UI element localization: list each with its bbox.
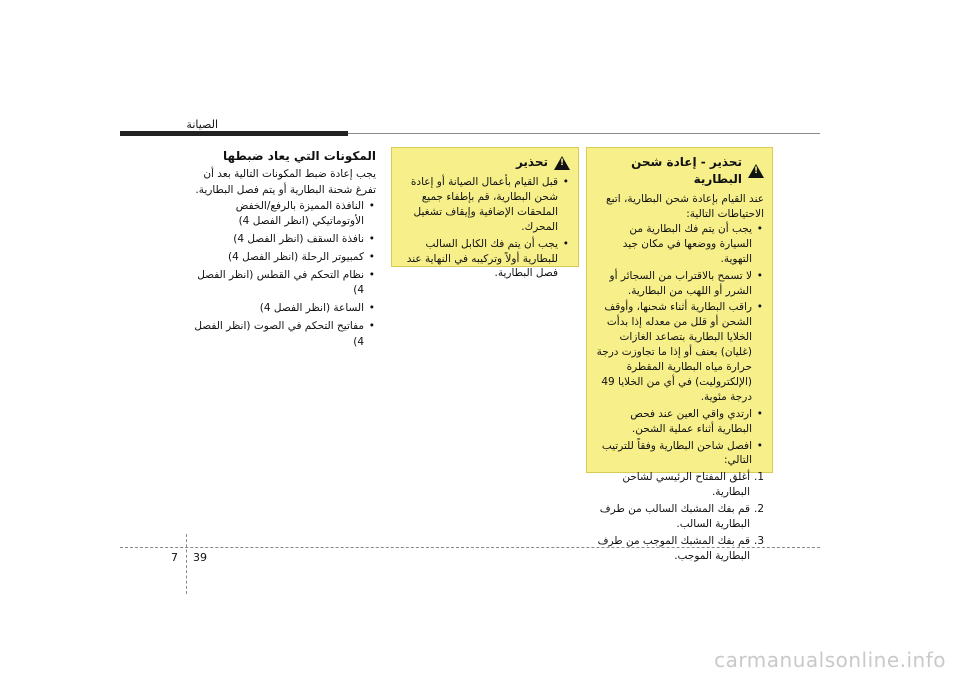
warning-list	[595, 222, 764, 469]
warning-title: ! تحذير	[400, 154, 570, 171]
list-item: • افصل شاحن البطارية وفقاً للترتيب التالي:	[595, 439, 752, 469]
section-title: المكونات التي يعاد ضبطها	[223, 149, 376, 163]
warning-triangle-icon: !	[554, 156, 570, 170]
warning-intro: عند القيام بإعادة شحن البطارية، اتبع الاحتياطات التالية:	[606, 193, 764, 220]
list-item: • نظام التحكم في القطس (انظر الفصل 4)	[184, 268, 364, 300]
list-item: • قبل القيام بأعمال الصيانة أو إعادة شحن البطارية، قم بإطفاء جميع الملحقات الإضافية وإيقاف تشغيل المحرك.	[400, 175, 558, 235]
page-number: 39	[193, 551, 207, 564]
footer-divider	[186, 534, 187, 594]
steps-list	[595, 470, 764, 563]
component-list	[184, 199, 376, 351]
warning-box-disconnect	[391, 147, 579, 280]
reset-components-section	[184, 147, 376, 352]
list-item: • يجب أن يتم فك البطارية من السيارة ووضعها في مكان جيد التهوية.	[595, 222, 752, 267]
footer-rule	[120, 547, 820, 548]
list-item: • ارتدي واقي العين عند فحص البطارية أثناء عملية الشحن.	[595, 407, 752, 437]
step-item: 3. قم بفك المشبك الموجب من طرف البطارية الموجب.	[597, 535, 764, 562]
warning-triangle-icon: !	[748, 164, 764, 178]
list-item: • يجب أن يتم فك الكابل السالب للبطارية أولاً وتركيبه في النهاية عند فصل البطارية.	[400, 237, 558, 282]
list-item: • نافذة السقف (انظر الفصل 4)	[184, 232, 364, 248]
section-intro: يجب إعادة ضبط المكونات التالية بعد أن تفرغ شحنة البطارية أو يتم فصل البطارية.	[195, 168, 376, 196]
step-item: 1. أغلق المفتاح الرئيسي لشاحن البطارية.	[622, 471, 764, 499]
warning-title: ! تحذير - إعادة شحن البطارية	[595, 154, 764, 188]
list-item: • لا تسمح بالاقتراب من السجائر أو الشرر أو اللهب من البطارية.	[595, 269, 752, 299]
warning-box-battery-charging	[586, 147, 773, 562]
chapter-number: 7	[171, 551, 178, 564]
header-rule-bold	[120, 131, 348, 136]
list-item: • النافذة المميزة بالرفع/الخفض الأوتوماتيكي (انظر الفصل 4)	[184, 199, 364, 231]
list-item: • كمبيوتر الرحلة (انظر الفصل 4)	[184, 250, 364, 266]
list-item: • مفاتيح التحكم في الصوت (انظر الفصل 4)	[184, 319, 364, 351]
warning-list	[400, 175, 570, 281]
list-item: • الساعة (انظر الفصل 4)	[184, 301, 364, 317]
list-item: • راقب البطارية أثناء شحنها، وأوقف الشحن أو قلل من معدله إذا بدأت الخلايا البطارية بتصاعد الغازات (غليان) بعنف أو إذا ما تجاوزت درجة حرارة مياه البطارية المقطرة (الإلكتروليت) في أي من الخلايا 49 درجة مئوية.	[595, 300, 752, 404]
step-item: 2. قم بفك المشبك السالب من طرف البطارية السالب.	[599, 503, 764, 531]
header-title: الصيانة	[186, 118, 218, 131]
watermark: carmanualsonline.info	[714, 648, 946, 672]
